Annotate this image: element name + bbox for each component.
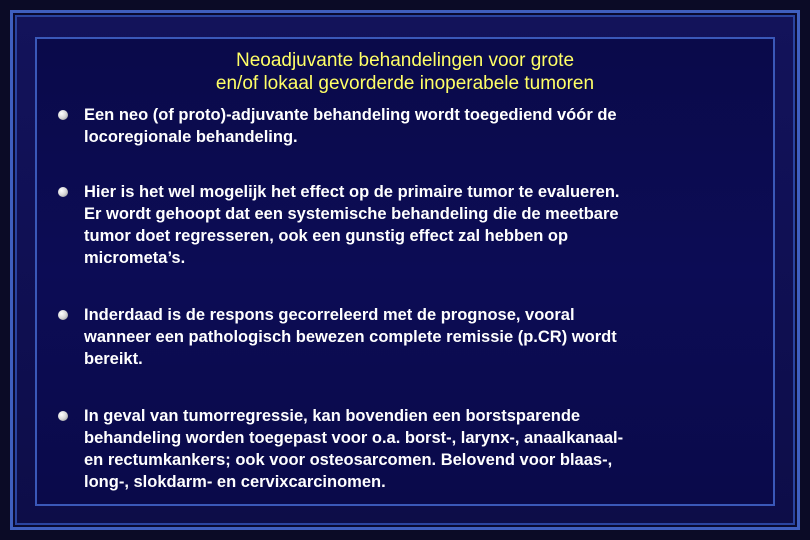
bullet-line: wanneer een pathologisch bewezen complete remissie (p.CR) wordt [84, 328, 617, 346]
bullet-line: bereikt. [84, 350, 143, 368]
slide-title [60, 49, 750, 95]
bullet-line: Er wordt gehoopt dat een systemische behandeling die de meetbare [84, 205, 619, 223]
bullet-line: behandeling worden toegepast voor o.a. borst-, larynx-, anaalkanaal- [84, 429, 624, 447]
bullet-text [84, 104, 748, 148]
slide-title-line-2: en/of lokaal gevorderde inoperabele tumoren [215, 73, 595, 94]
bullet-text [84, 181, 748, 269]
bullet-line: Inderdaad is de respons gecorreleerd met de prognose, vooral [84, 306, 575, 324]
bullet-line: tumor doet regresseren, ook een gunstig effect zal hebben op [84, 227, 569, 245]
bullet-line: Een neo (of proto)-adjuvante behandeling wordt toegediend vóór de [84, 106, 617, 124]
bullet-dot-icon [58, 187, 68, 197]
bullet-line: In geval van tumorregressie, kan bovendien een borstsparende [84, 407, 581, 425]
bullet-text [84, 304, 748, 370]
bullet-line: locoregionale behandeling. [84, 128, 298, 146]
bullet-line: Hier is het wel mogelijk het effect op de primaire tumor te evalueren. [84, 183, 620, 201]
bullet-line: en rectumkankers; ook voor osteosarcomen. Belovend voor blaas-, [84, 451, 613, 469]
bullet-line: long-, slokdarm- en cervixcarcinomen. [84, 473, 386, 491]
bullet-dot-icon [58, 411, 68, 421]
slide-title-line-1: Neoadjuvante behandelingen voor grote [235, 50, 575, 71]
bullet-text [84, 405, 748, 493]
bullet-dot-icon [58, 110, 68, 120]
bullet-dot-icon [58, 310, 68, 320]
bullet-line: micrometa’s. [84, 249, 186, 267]
